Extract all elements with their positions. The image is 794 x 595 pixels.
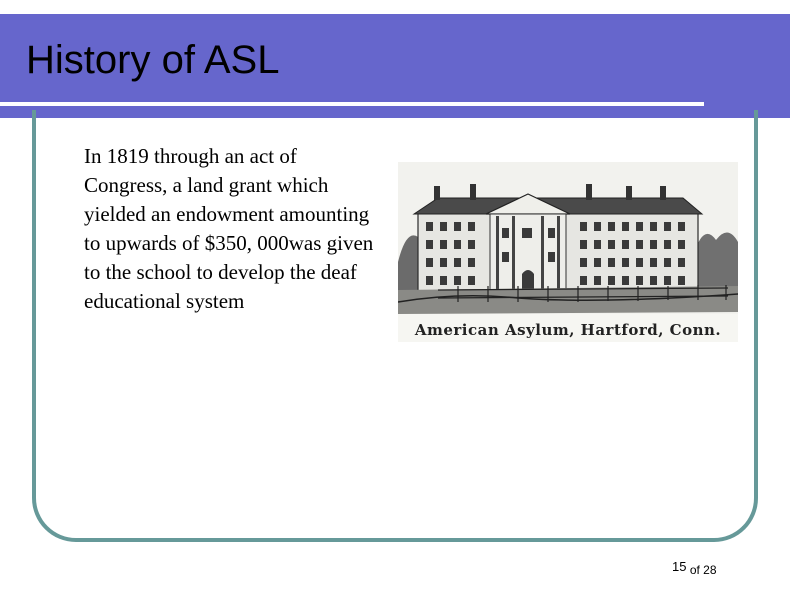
slide-title: History of ASL — [26, 38, 280, 82]
body-text: In 1819 through an act of Congress, a land grant which yielded an endowment amounting to upwards of $350, 000was given to the school to develop the deaf educational system — [84, 144, 374, 313]
page-number — [672, 559, 717, 577]
american-asylum-illustration — [398, 162, 738, 342]
image-caption: American Asylum, Hartford, Conn. — [414, 321, 722, 339]
building-engraving — [398, 162, 738, 342]
page-number-current: 15 — [672, 559, 687, 574]
page-number-total: of 28 — [689, 563, 717, 577]
